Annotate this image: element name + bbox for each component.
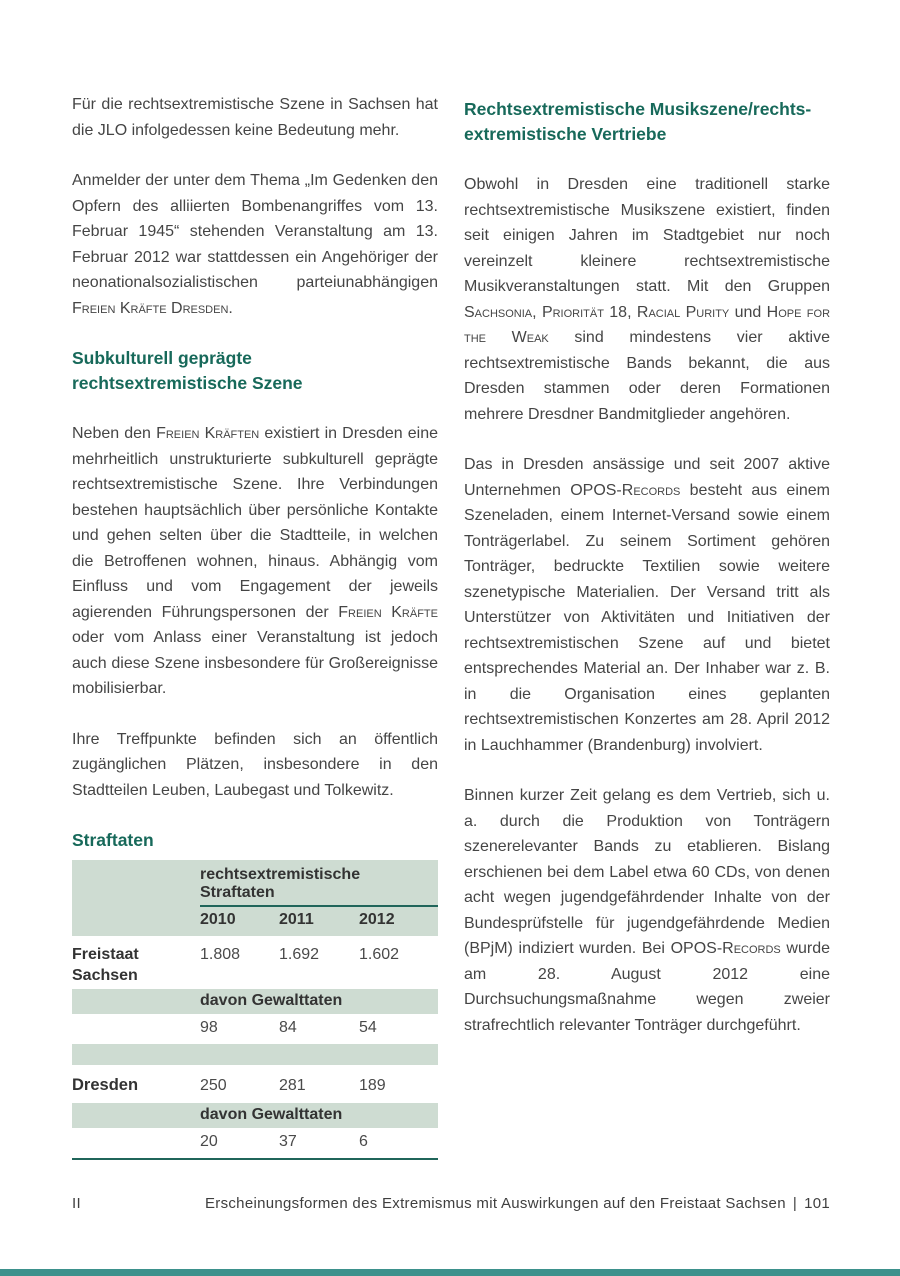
label-freistaat-sachsen: Freistaat Sachsen bbox=[72, 946, 139, 984]
paragraph-vertrieb bbox=[464, 783, 830, 1038]
text-run: oder vom Anlass einer Veranstaltung ist jedoch auch diese Szene insbesondere für Großereignisse mobilisierbar. bbox=[72, 629, 438, 697]
row-years bbox=[72, 906, 438, 936]
text-run: , bbox=[627, 303, 637, 321]
text-run: Neben den bbox=[72, 425, 157, 442]
text-run: Für die rechtsextremistische Szene in Sachsen hat die JLO infolgedessen keine Bedeutung mehr. bbox=[72, 96, 438, 139]
table-cell bbox=[72, 906, 200, 936]
separator-band bbox=[72, 1044, 438, 1065]
row-gewalt-values-sachsen bbox=[72, 1014, 438, 1044]
table-cell bbox=[72, 1128, 200, 1159]
text-run: Ihre Treffpunkte befinden sich an öffentlich zugänglichen Plätzen, insbesondere in den Stadtteilen Leuben, Laubegast und Tolkewitz. bbox=[72, 730, 438, 799]
chapter-title: Erscheinungsformen des Extremismus mit Auswirkungen auf den Freistaat Sachsen bbox=[204, 1195, 786, 1212]
text-run: Das in Dresden ansässige und seit 2007 aktive Unternehmen OPOS- bbox=[464, 456, 830, 499]
row-separator bbox=[72, 1044, 438, 1065]
year-2010: 2010 bbox=[200, 906, 279, 936]
text-run: existiert in Dresden eine mehrheitlich unstrukturierte subkulturell geprägte rechtsextremistische Szene. Ihre Verbindungen bestehen hauptsächlich über persönliche Kontakte und gehen selten über die Stadtteile, in welchen die Betroffenen wohnen, hinaus. Abhängig vom Einfluss und vom Engagement der jeweils agierenden Führungspersonen der bbox=[72, 425, 439, 621]
text-run: Binnen kurzer Zeit gelang es dem Vertrieb, sich u. a. durch die Produktion von Tonträgern szenerelevanter Bands zu etablieren. Bislang erschienen bei dem Label etwa 60 CDs, von denen acht wegen jugendgefährdender Inhalte von der Bundesprüfstelle für jugendgefährdende Medien (BPjM) indiziert wurden. Bei OPOS- bbox=[464, 787, 830, 957]
gewalt-dresden-2012: 6 bbox=[359, 1133, 368, 1150]
table-corner-cell bbox=[72, 860, 200, 906]
heading-musikszene: Rechtsextremistische Musikszene/rechts- extremistische Vertriebe bbox=[464, 99, 812, 144]
smallcaps-name: Sachsonia bbox=[464, 303, 533, 321]
year-2011: 2011 bbox=[279, 906, 359, 936]
year-2012: 2012 bbox=[359, 906, 438, 936]
label-dresden: Dresden bbox=[72, 1076, 139, 1094]
value-dresden-2010: 250 bbox=[200, 1077, 227, 1094]
section-marker: II bbox=[72, 1195, 81, 1212]
value-sachsen-2010: 1.808 bbox=[200, 946, 241, 963]
gewalt-dresden-2011: 37 bbox=[279, 1133, 297, 1150]
text-run: , bbox=[532, 303, 542, 321]
text-columns bbox=[72, 92, 830, 1160]
value-dresden-2012: 189 bbox=[359, 1077, 386, 1094]
paragraph-anmelder bbox=[72, 168, 438, 321]
smallcaps-name: Freien Kräften bbox=[156, 425, 260, 442]
text-run: Obwohl in Dresden eine traditionell starke rechtsextremistische Musikszene existiert, finden seit einigen Jahren im Stadtgebiet nur noch vereinzelt kleinere rechtsextremistische Musikveranstaltungen statt. Mit den Gruppen bbox=[464, 176, 830, 295]
paragraph-musikszene bbox=[464, 172, 830, 427]
smallcaps-name: Records bbox=[722, 940, 781, 957]
smallcaps-name: Racial Purity bbox=[636, 303, 730, 321]
row-dresden bbox=[72, 1065, 438, 1103]
table-cell bbox=[72, 1103, 200, 1128]
value-sachsen-2011: 1.692 bbox=[279, 946, 320, 963]
row-gewalt-values-dresden bbox=[72, 1128, 438, 1159]
text-run: Anmelder der unter dem Thema „Im Gedenken den Opfern des alliierten Bombenangriffes vom 13. Februar 1945“ stehenden Veranstaltung am 13. Februar 2012 war stattdessen ein Angehöriger der neonationalsozialistischen parteiunabhängigen bbox=[72, 172, 438, 291]
label-gewalttaten-dresden: davon Gewalttaten bbox=[200, 1103, 438, 1128]
heading-subkulturell: Subkulturell geprägte rechtsextremistische Szene bbox=[72, 348, 303, 393]
smallcaps-name: Freien Kräfte Dresden bbox=[72, 299, 229, 317]
page-footer bbox=[72, 1194, 830, 1214]
bottom-accent-bar bbox=[0, 1269, 900, 1276]
text-run: sind mindestens vier aktive rechtsextremistische Bands bekannt, die aus Dresden stammen oder deren Formationen mehrere Dresdner Bandmitglieder angehören. bbox=[464, 329, 831, 423]
smallcaps-name: Hope for the Weak bbox=[464, 303, 831, 346]
smallcaps-name: Records bbox=[621, 481, 681, 499]
footer-separator: | bbox=[792, 1195, 798, 1212]
smallcaps-name: Priorität 18 bbox=[541, 303, 628, 321]
text-run: wurde am 28. August 2012 eine Durchsuchungsmaßnahme wegen zweier strafrechtlich relevanter Tonträger durchgeführt. bbox=[464, 940, 830, 1034]
paragraph-subkultur-szene bbox=[72, 421, 438, 702]
smallcaps-name: Freien Kräfte bbox=[338, 603, 438, 621]
straftaten-table bbox=[72, 860, 438, 1160]
table-title-cell: rechtsextremistische Straftaten bbox=[200, 860, 438, 906]
value-sachsen-2012: 1.602 bbox=[359, 946, 400, 963]
row-table-title bbox=[72, 860, 438, 906]
gewalt-dresden-2010: 20 bbox=[200, 1133, 218, 1150]
gewalt-sachsen-2010: 98 bbox=[200, 1019, 218, 1036]
text-run: und bbox=[729, 303, 767, 321]
table-cell bbox=[72, 989, 200, 1014]
gewalt-sachsen-2012: 54 bbox=[359, 1019, 377, 1036]
paragraph-treffpunkte bbox=[72, 727, 438, 804]
heading-straftaten: Straftaten bbox=[72, 830, 154, 850]
left-column bbox=[72, 92, 438, 1160]
table-cell bbox=[72, 1014, 200, 1044]
footer-right bbox=[205, 1194, 830, 1214]
right-column bbox=[464, 92, 830, 1160]
gewalt-sachsen-2011: 84 bbox=[279, 1019, 297, 1036]
page-number: 101 bbox=[804, 1195, 830, 1212]
value-dresden-2011: 281 bbox=[279, 1077, 306, 1094]
text-run: . bbox=[228, 299, 233, 317]
row-gewalttaten-dresden bbox=[72, 1103, 438, 1128]
row-gewalttaten-sachsen bbox=[72, 989, 438, 1014]
text-run: besteht aus einem Szeneladen, einem Internet-Versand sowie einem Tonträgerlabel. Zu seinem Sortiment gehören Tonträger, bedruckte Textilien sowie weitere szenetypische Materialien. Der Versand tritt als Unterstützer von Aktivitäten und Initiativen der rechtsextremistischen Szene auf und bietet entsprechendes Material an. Der Inhaber war z. B. in die Organisation eines geplanten rechtsextremistischen Konzertes am 28. April 2012 in Lauchhammer (Brandenburg) involviert. bbox=[464, 481, 830, 754]
paragraph-opos-records bbox=[464, 452, 830, 758]
row-freistaat-sachsen bbox=[72, 936, 438, 989]
paragraph-jlo bbox=[72, 92, 438, 143]
label-gewalttaten-sachsen: davon Gewalttaten bbox=[200, 989, 438, 1014]
